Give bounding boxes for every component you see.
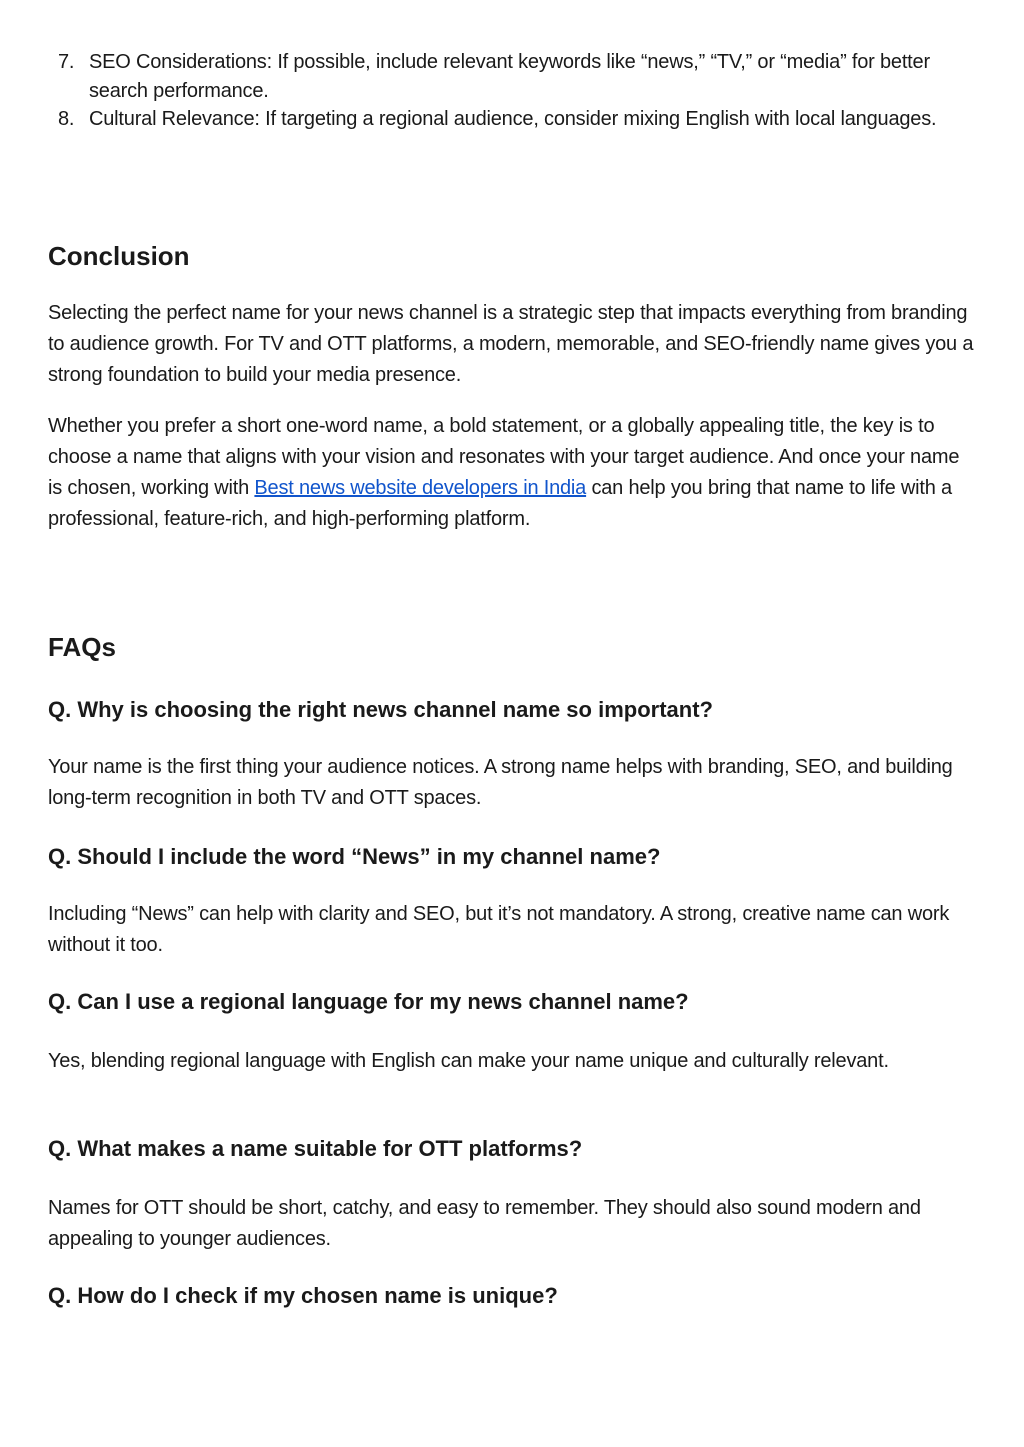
numbered-list [48,48,978,134]
list-text: SEO Considerations: If possible, include relevant keywords like “news,” “TV,” or “media” for better search performance. [89,51,930,102]
faq-answer: Your name is the first thing your audience notices. A strong name helps with branding, SEO, and building long-term recognition in both TV and OTT spaces. [48,756,953,809]
conclusion-heading: Conclusion [48,241,190,271]
faqs-heading: FAQs [48,632,116,662]
paragraph-text: Whether you prefer a short one-word name, a bold statement, or a globally appealing title, the key is to choose a name that aligns with your vision and resonates with your target audience. And once your name is chosen, working with [48,415,960,499]
faq-answer: Yes, blending regional language with English can make your name unique and culturally relevant. [48,1050,889,1072]
faq-answer: Including “News” can help with clarity and SEO, but it’s not mandatory. A strong, creative name can work without it too. [48,903,950,956]
list-number: 7. [58,51,75,73]
list-item [48,105,978,134]
paragraph-text: can help you bring that name to life with a professional, feature-rich, and high-performing platform. [48,477,952,530]
faq-question: Q. Why is choosing the right news channel name so important? [48,697,713,722]
list-item [48,48,978,105]
developers-link[interactable]: Best news website developers in India [254,477,587,499]
faq-question: Q. Should I include the word “News” in my channel name? [48,844,661,869]
conclusion-paragraph: Selecting the perfect name for your news channel is a strategic step that impacts everything from branding to audience growth. For TV and OTT platforms, a modern, memorable, and SEO-friendly name gives you a strong foundation to build your media presence. [48,302,974,386]
faq-answer: Names for OTT should be short, catchy, and easy to remember. They should also sound modern and appealing to younger audiences. [48,1197,921,1250]
faq-question: Q. How do I check if my chosen name is unique? [48,1283,558,1308]
list-text: Cultural Relevance: If targeting a regional audience, consider mixing English with local languages. [89,108,937,130]
list-number: 8. [58,108,75,130]
faq-question: Q. What makes a name suitable for OTT platforms? [48,1136,583,1161]
conclusion-paragraph [48,411,978,535]
faq-question: Q. Can I use a regional language for my news channel name? [48,989,689,1014]
